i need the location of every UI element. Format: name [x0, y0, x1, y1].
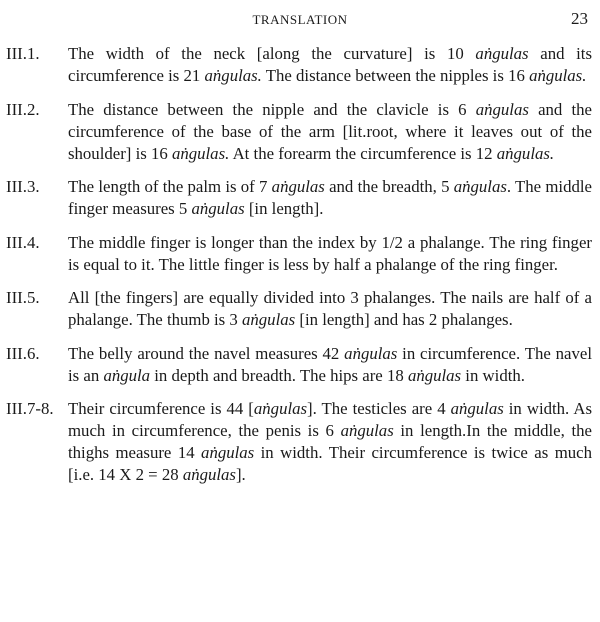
verse-number: III.4.	[6, 232, 40, 252]
verse-entry	[6, 176, 592, 220]
verse-number: III.7-8.	[6, 399, 54, 418]
text-segment: The distance between the nipple and the clavicle is 6	[68, 99, 476, 119]
verse-entry	[6, 43, 592, 87]
italic-term: aṅgulas	[201, 443, 255, 462]
italic-term: aṅgulas	[191, 199, 245, 218]
text-segment: All [the fingers] are equally divided into 3 phalanges. The nails are half of a phalange. The thumb is 3	[68, 288, 592, 329]
italic-term: aṅgulas.	[496, 143, 555, 163]
italic-term: aṅgulas	[242, 310, 296, 329]
italic-term: aṅgula	[103, 365, 151, 385]
text-segment: in length.In the middle, the thighs measure 14	[68, 421, 592, 462]
page-number: 23	[571, 9, 588, 28]
text-segment: in width. As much in circumference, the penis is 6	[68, 399, 592, 440]
text-segment: At the forearm the circumference is 12	[229, 143, 497, 163]
italic-term: aṅgulas.	[529, 66, 587, 85]
text-segment: and the breadth, 5	[324, 177, 454, 196]
verse-text	[68, 398, 592, 486]
italic-term: aṅgulas	[253, 399, 308, 418]
verse-text	[68, 287, 592, 331]
verse-entry	[6, 398, 592, 486]
text-segment: The belly around the navel measures 42	[68, 343, 345, 363]
verse-text	[68, 43, 592, 87]
verse-text	[68, 232, 592, 276]
text-segment: . The middle finger measures 5	[68, 177, 592, 218]
italic-term: aṅgulas	[450, 399, 504, 418]
italic-term: aṅgulas	[182, 465, 236, 484]
italic-term: aṅgulas	[344, 343, 398, 363]
verse-number: III.3.	[6, 177, 40, 196]
verse-text	[68, 343, 592, 387]
italic-term: aṅgulas	[271, 177, 325, 196]
text-segment: The middle finger is longer than the index by 1/2 a phalange. The ring finger is equal to it. The little finger is less by half a phalange of the ring finger.	[68, 232, 592, 274]
verse-text	[68, 99, 592, 165]
italic-term: aṅgulas	[475, 99, 529, 119]
running-title: TRANSLATION	[252, 12, 348, 27]
text-segment: and the circumference of the base of the arm [lit.root, where it leaves out of the shoulder] is 16	[68, 99, 592, 163]
running-head	[0, 9, 600, 29]
verse-entry	[6, 287, 592, 331]
italic-term: aṅgulas	[340, 421, 394, 440]
verse-list	[6, 43, 592, 498]
text-segment: in width. Their circumference is twice as much [i.e. 14 X 2 = 28	[68, 443, 592, 484]
verse-entry	[6, 343, 592, 387]
text-segment: Their circumference is 44 [	[68, 399, 254, 418]
text-segment: [in length].	[244, 199, 324, 218]
text-segment: The width of the neck [along the curvature] is 10	[68, 44, 476, 63]
text-segment: and its circumference is 21	[68, 44, 592, 85]
verse-number: III.5.	[6, 288, 40, 307]
verse-number: III.1.	[6, 44, 40, 63]
text-segment: ].	[235, 465, 246, 484]
text-segment: The length of the palm is of 7	[68, 177, 272, 196]
verse-entry	[6, 232, 592, 276]
text-segment: [in length] and has 2 phalanges.	[295, 310, 513, 329]
verse-text	[68, 176, 592, 220]
italic-term: aṅgulas.	[204, 66, 262, 85]
text-segment: ]. The testicles are 4	[307, 399, 451, 418]
verse-number: III.6.	[6, 343, 40, 363]
italic-term: aṅgulas.	[171, 143, 230, 163]
text-segment: in width.	[461, 365, 525, 385]
text-segment: in depth and breadth. The hips are 18	[150, 365, 408, 385]
verse-number: III.2.	[6, 99, 40, 119]
italic-term: aṅgulas	[407, 365, 462, 385]
text-segment: in circumference. The navel is an	[68, 343, 593, 385]
italic-term: aṅgulas	[453, 177, 507, 196]
verse-entry	[6, 99, 592, 165]
text-segment: The distance between the nipples is 16	[261, 66, 530, 85]
italic-term: aṅgulas	[475, 44, 529, 63]
